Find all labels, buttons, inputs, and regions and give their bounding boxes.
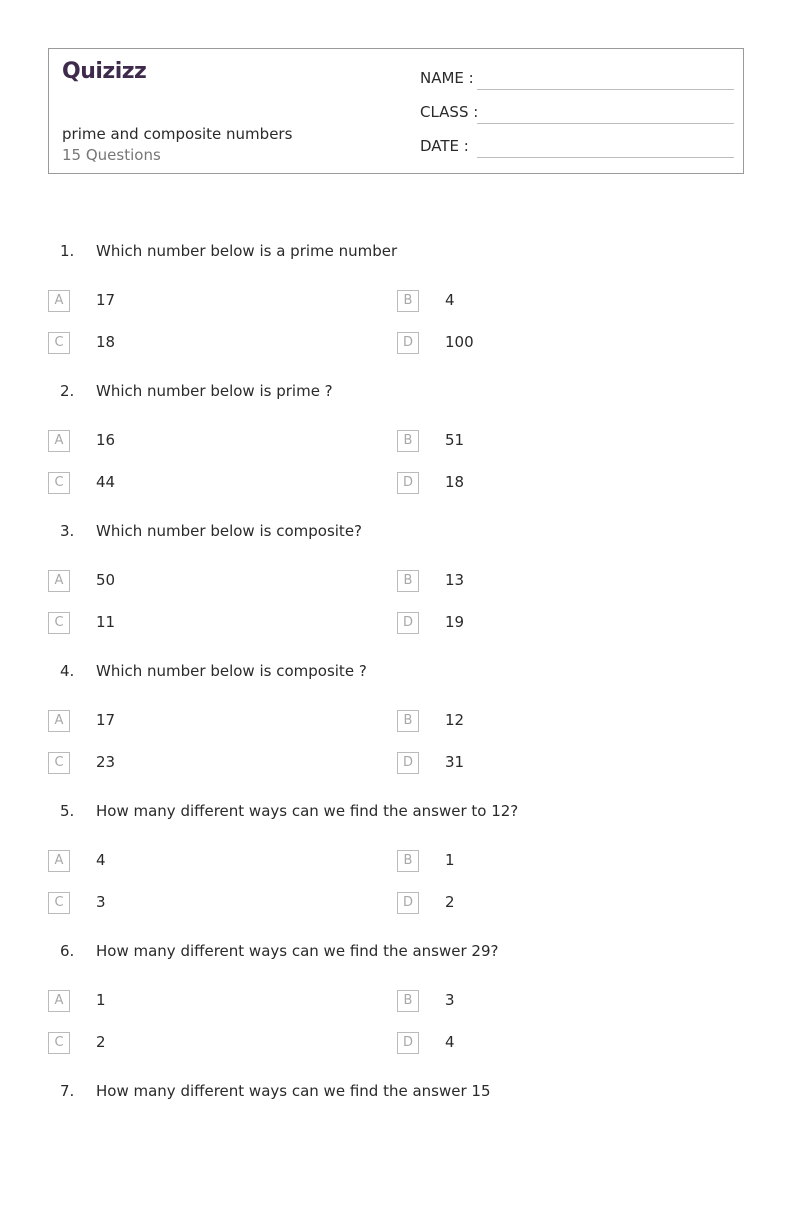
worksheet-header	[48, 48, 744, 174]
class-line	[477, 123, 734, 124]
option-letter-box[interactable]: D	[397, 892, 419, 914]
option-letter-box[interactable]: B	[397, 710, 419, 732]
class-label: CLASS :	[420, 103, 479, 121]
question-text: How many different ways can we find the answer 15	[96, 1082, 491, 1100]
answer-option[interactable]	[397, 1032, 697, 1056]
option-letter-box[interactable]: C	[48, 612, 70, 634]
question-item	[0, 382, 794, 512]
option-letter-box[interactable]: A	[48, 710, 70, 732]
answer-option[interactable]	[397, 332, 697, 356]
option-text: 51	[445, 431, 465, 449]
name-label: NAME :	[420, 69, 474, 87]
question-number: 7.	[60, 1082, 75, 1100]
option-letter-box[interactable]: A	[48, 850, 70, 872]
question-text: Which number below is prime ?	[96, 382, 333, 400]
option-letter-box[interactable]: C	[48, 472, 70, 494]
answer-option[interactable]	[48, 570, 348, 594]
option-letter-box[interactable]: A	[48, 570, 70, 592]
option-text: 23	[96, 753, 116, 771]
question-number: 1.	[60, 242, 75, 260]
class-field	[420, 103, 734, 125]
option-text: 100	[445, 333, 474, 351]
answer-option[interactable]	[397, 472, 697, 496]
option-letter-box[interactable]: B	[397, 430, 419, 452]
question-number: 4.	[60, 662, 75, 680]
question-item	[0, 942, 794, 1072]
answer-option[interactable]	[397, 892, 697, 916]
option-text: 13	[445, 571, 465, 589]
option-text: 3	[96, 893, 106, 911]
option-text: 12	[445, 711, 465, 729]
option-text: 4	[445, 1033, 455, 1051]
date-line	[477, 157, 734, 158]
option-letter-box[interactable]: C	[48, 332, 70, 354]
question-text: Which number below is a prime number	[96, 242, 398, 260]
option-text: 17	[96, 711, 116, 729]
question-item	[0, 662, 794, 792]
option-text: 18	[96, 333, 116, 351]
question-count: 15 Questions	[62, 146, 161, 164]
option-letter-box[interactable]: A	[48, 290, 70, 312]
answer-option[interactable]	[48, 892, 348, 916]
option-text: 18	[445, 473, 465, 491]
option-text: 50	[96, 571, 116, 589]
option-letter-box[interactable]: C	[48, 1032, 70, 1054]
option-text: 4	[96, 851, 106, 869]
answer-option[interactable]	[397, 570, 697, 594]
answer-option[interactable]	[48, 990, 348, 1014]
answer-option[interactable]	[48, 612, 348, 636]
answer-option[interactable]	[48, 290, 348, 314]
answer-option[interactable]	[397, 710, 697, 734]
option-text: 44	[96, 473, 116, 491]
date-field	[420, 137, 734, 159]
question-number: 5.	[60, 802, 75, 820]
answer-option[interactable]	[397, 990, 697, 1014]
answer-option[interactable]	[397, 430, 697, 454]
option-text: 31	[445, 753, 465, 771]
question-number: 6.	[60, 942, 75, 960]
worksheet-title: prime and composite numbers	[62, 125, 293, 143]
option-letter-box[interactable]: D	[397, 332, 419, 354]
option-text: 1	[96, 991, 106, 1009]
option-letter-box[interactable]: A	[48, 430, 70, 452]
question-text: How many different ways can we find the answer to 12?	[96, 802, 519, 820]
question-text: Which number below is composite ?	[96, 662, 367, 680]
answer-option[interactable]	[397, 290, 697, 314]
date-label: DATE :	[420, 137, 469, 155]
question-item	[0, 802, 794, 932]
option-letter-box[interactable]: C	[48, 892, 70, 914]
question-text: Which number below is composite?	[96, 522, 363, 540]
answer-option[interactable]	[48, 850, 348, 874]
question-number: 2.	[60, 382, 75, 400]
option-letter-box[interactable]: B	[397, 850, 419, 872]
question-text: How many different ways can we find the answer 29?	[96, 942, 499, 960]
answer-option[interactable]	[48, 1032, 348, 1056]
question-item	[0, 242, 794, 372]
answer-option[interactable]	[397, 612, 697, 636]
answer-option[interactable]	[397, 850, 697, 874]
answer-option[interactable]	[48, 332, 348, 356]
option-text: 2	[445, 893, 455, 911]
answer-option[interactable]	[48, 752, 348, 776]
option-text: 2	[96, 1033, 106, 1051]
option-text: 1	[445, 851, 455, 869]
answer-option[interactable]	[48, 430, 348, 454]
option-text: 17	[96, 291, 116, 309]
option-letter-box[interactable]: A	[48, 990, 70, 1012]
option-letter-box[interactable]: D	[397, 612, 419, 634]
option-letter-box[interactable]: B	[397, 570, 419, 592]
name-field	[420, 69, 734, 91]
answer-option[interactable]	[48, 710, 348, 734]
question-number: 3.	[60, 522, 75, 540]
option-letter-box[interactable]: D	[397, 752, 419, 774]
name-line	[477, 89, 734, 90]
option-text: 4	[445, 291, 455, 309]
option-text: 11	[96, 613, 116, 631]
quizizz-logo: Quizizz	[62, 59, 147, 84]
option-letter-box[interactable]: D	[397, 472, 419, 494]
option-letter-box[interactable]: D	[397, 1032, 419, 1054]
option-text: 16	[96, 431, 116, 449]
option-letter-box[interactable]: C	[48, 752, 70, 774]
question-item	[0, 522, 794, 652]
option-letter-box[interactable]: B	[397, 290, 419, 312]
option-text: 19	[445, 613, 465, 631]
option-text: 3	[445, 991, 455, 1009]
answer-option[interactable]	[397, 752, 697, 776]
answer-option[interactable]	[48, 472, 348, 496]
question-item	[0, 1082, 794, 1212]
option-letter-box[interactable]: B	[397, 990, 419, 1012]
